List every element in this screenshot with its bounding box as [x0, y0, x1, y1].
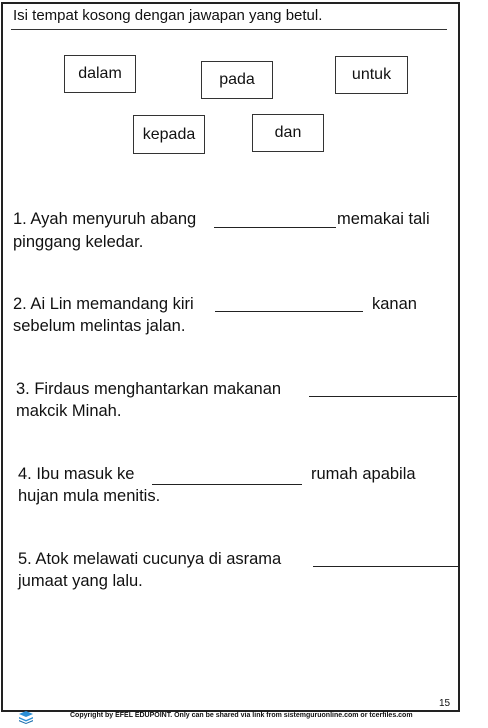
word-label: dalam — [78, 65, 122, 82]
footer — [0, 708, 488, 728]
question-3-blank[interactable] — [309, 396, 457, 397]
word-label: pada — [219, 71, 255, 88]
question-1-line1-start: 1. Ayah menyuruh abang — [13, 210, 197, 228]
question-4-line1-end: rumah apabila — [311, 465, 416, 483]
word-label: dan — [274, 124, 302, 141]
footer-copyright: Copyright by EFEL EDUPOINT. Only can be shared via link from sistemguruonline.com or tcerfiles.com — [70, 712, 413, 719]
question-1-line2: pinggang keledar. — [13, 233, 144, 251]
question-1-line1-end: memakai tali — [337, 210, 430, 228]
question-4-line1-start: 4. Ibu masuk ke — [18, 465, 135, 483]
question-2-line1-start: 2. Ai Lin memandang kiri — [13, 295, 194, 313]
question-5-line2: jumaat yang lalu. — [18, 572, 143, 590]
question-1-blank[interactable] — [214, 227, 336, 228]
worksheet-frame — [1, 2, 460, 712]
word-box-dan — [252, 114, 324, 152]
question-2-line1-end: kanan — [372, 295, 417, 313]
instruction-text: Isi tempat kosong dengan jawapan yang betul. — [13, 7, 323, 24]
word-box-untuk — [335, 56, 408, 94]
question-4-blank[interactable] — [152, 484, 302, 485]
book-stack-icon — [18, 710, 34, 724]
instruction-underline — [11, 29, 447, 30]
question-5-blank[interactable] — [313, 566, 458, 567]
word-label: kepada — [142, 125, 196, 143]
question-5-line1-start: 5. Atok melawati cucunya di asrama — [18, 550, 282, 568]
word-box-dalam — [64, 55, 136, 93]
question-4-line2: hujan mula menitis. — [18, 487, 161, 505]
question-3-line2: makcik Minah. — [16, 402, 122, 420]
word-box-pada — [201, 61, 273, 99]
question-2-line2: sebelum melintas jalan. — [13, 317, 186, 335]
word-box-kepada — [133, 115, 205, 154]
question-3-line1-start: 3. Firdaus menghantarkan makanan — [16, 380, 282, 398]
question-2-blank[interactable] — [215, 311, 363, 312]
page-number: 15 — [439, 698, 451, 709]
word-label: untuk — [351, 66, 392, 83]
